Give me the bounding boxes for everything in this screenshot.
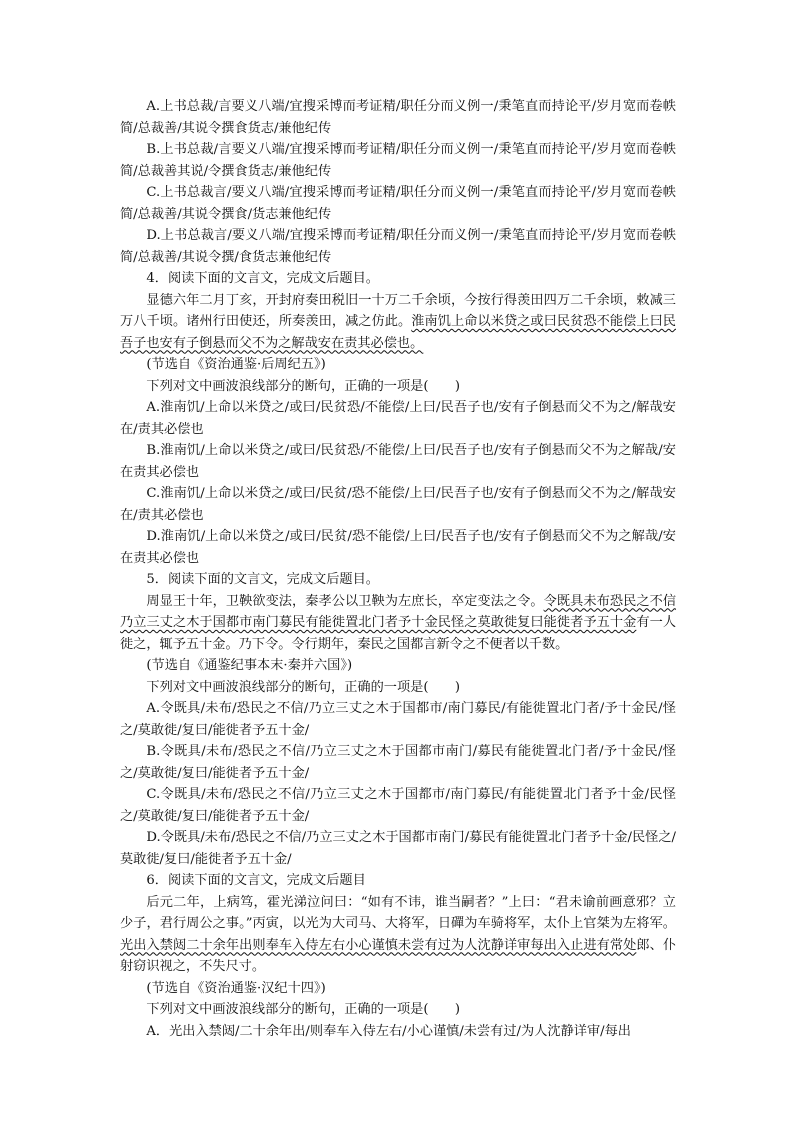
q3-option-c: C.上书总裁言/要义八端/宜搜采博而考证精/职任分而义例一/秉笔直而持论平/岁月宽而卷帙简/总裁善/其说令撰食/货志兼他纪传: [120, 185, 676, 222]
q6-source: (节选自《资治通鉴·汉纪十四》): [146, 980, 326, 996]
q6-passage-plain: 后元二年，上病笃，霍光涕泣问曰：“如有不讳，谁当嗣者？”上曰：“君未谕前画意邪？立少子，君行周公之事。”丙寅，以光为大司马、大将军，日磾为车骑将军，太仆上官桀为左将军。: [120, 894, 676, 931]
q6-passage-after: 郎、仆射窃识视之，不失尺寸。: [120, 937, 677, 974]
q5-question: 下列对文中画波浪线部分的断句，正确的一项是( ): [146, 679, 460, 695]
q6-passage: [120, 892, 676, 978]
q5-source: (节选自《通鉴纪事本末·秦并六国》): [146, 658, 353, 673]
q5-passage: [120, 591, 676, 656]
q5-option-b: B.令既具/未布/恐民之不信/乃立三丈之木于国都市南门/募民有能徙置北门者/予十金民/怪之/莫敢徙/复曰/能徙者予五十金/: [120, 744, 676, 781]
q3-option-b: B.上书总裁/言要义八端/宜搜采博而考证精/职任分而义例一/秉笔直而持论平/岁月宽而卷帙简/总裁善其说/令撰食货志/兼他纪传: [120, 142, 676, 179]
q4-question: 下列对文中画波浪线部分的断句，正确的一项是( ): [146, 378, 460, 394]
q5-option-a: A.令既具/未布/恐民之不信/乃立三丈之木于国都市/南门募民/有能徙置北门者/予十金民/怪之/莫敢徙/复曰/能徙者予五十金/: [120, 701, 676, 738]
q5-passage-plain: 周显王十年，卫鞅欲变法，秦孝公以卫鞅为左庶长，卒定变法之令。: [146, 593, 544, 609]
q4-heading: 4．阅读下面的文言文，完成文后题目。: [146, 271, 379, 286]
q5-passage-wavy: 令既具未布恐民之不信乃立三丈之木于国都市南门募民有能徙置北门者予十金民怪之莫敢徙复曰能徙者予五十金: [120, 593, 677, 630]
q5-option-c: C.令既具/未布/恐民之不信/乃立三丈之木于国都市/南门募民/有能徙置北门者予十金/民怪之/莫敢徙/复曰/能徙者予五十金/: [120, 787, 676, 824]
q4-option-d: D.淮南饥/上命以米贷之/或曰/民贫/恐不能偿/上曰/民吾子也/安有子倒悬而父不为之解哉/安在责其必偿也: [120, 529, 676, 566]
q6-option-a: A．光出入禁闼/二十余年出/则奉车入侍左右/小心谨慎/未尝有过/为人沈静详审/每出: [146, 1023, 631, 1039]
q3-option-d: D.上书总裁言/要义八端/宜搜采博而考证精/职任分而义例一/秉笔直而持论平/岁月宽而卷帙简/总裁善/其说令撰/食货志兼他纪传: [120, 228, 676, 265]
q4-passage-wavy: 淮南饥上命以米贷之或曰民贫恐不能偿上曰民吾子也安有子倒悬而父不为之解哉安在责其必偿也。: [120, 314, 676, 351]
q6-passage-wavy: 光出入禁闼二十余年出则奉车入侍左右小心谨慎未尝有过为人沈静详审每出入止进有常处: [120, 937, 637, 953]
q5-passage-after: 有一人徙之，辄予五十金。乃下令。令行期年，秦民之国都言新令之不便者以千数。: [120, 615, 677, 652]
q5-option-d: D.令既具/未布/恐民之不信/乃立三丈之木于国都市南门/募民有能徙置北门者予十金/民怪之/莫敢徙/复曰/能徙者予五十金/: [120, 830, 676, 867]
q4-option-b: B.淮南饥/上命以米贷之/或曰/民贫恐/不能偿/上曰/民吾子也/安有子倒悬而父不为之解哉/安在责其必偿也: [120, 443, 676, 480]
q6-heading: 6．阅读下面的文言文，完成文后题目: [146, 873, 366, 888]
q4-passage-plain: 显德六年二月丁亥，开封府奏田税旧一十万二千余顷，今按行得羡田四万二千余顷，敕减三万八千顷。诸州行田使还，所奏羡田，减之仿此。: [120, 292, 676, 329]
q3-option-a: A.上书总裁/言要义八端/宜搜采博而考证精/职任分而义例一/秉笔直而持论平/岁月宽而卷帙简/总裁善/其说令撰食货志/兼他纪传: [120, 99, 676, 136]
q4-passage: [120, 290, 676, 355]
q5-heading: 5．阅读下面的文言文，完成文后题目。: [146, 572, 379, 587]
q4-source: (节选自《资治通鉴·后周纪五》): [146, 357, 326, 372]
q4-option-c: C.淮南饥/上命以米贷之/或曰/民贫/恐不能偿/上曰/民吾子也/安有子倒悬而父不为之/解哉安在/责其必偿也: [120, 486, 676, 523]
document-page: [120, 96, 676, 1042]
q4-option-a: A.淮南饥/上命以米贷之/或曰/民贫恐/不能偿/上曰/民吾子也/安有子倒悬而父不为之/解哉安在/责其必偿也: [120, 400, 676, 437]
q6-question: 下列对文中画波浪线部分的断句，正确的一项是( ): [146, 1002, 460, 1017]
